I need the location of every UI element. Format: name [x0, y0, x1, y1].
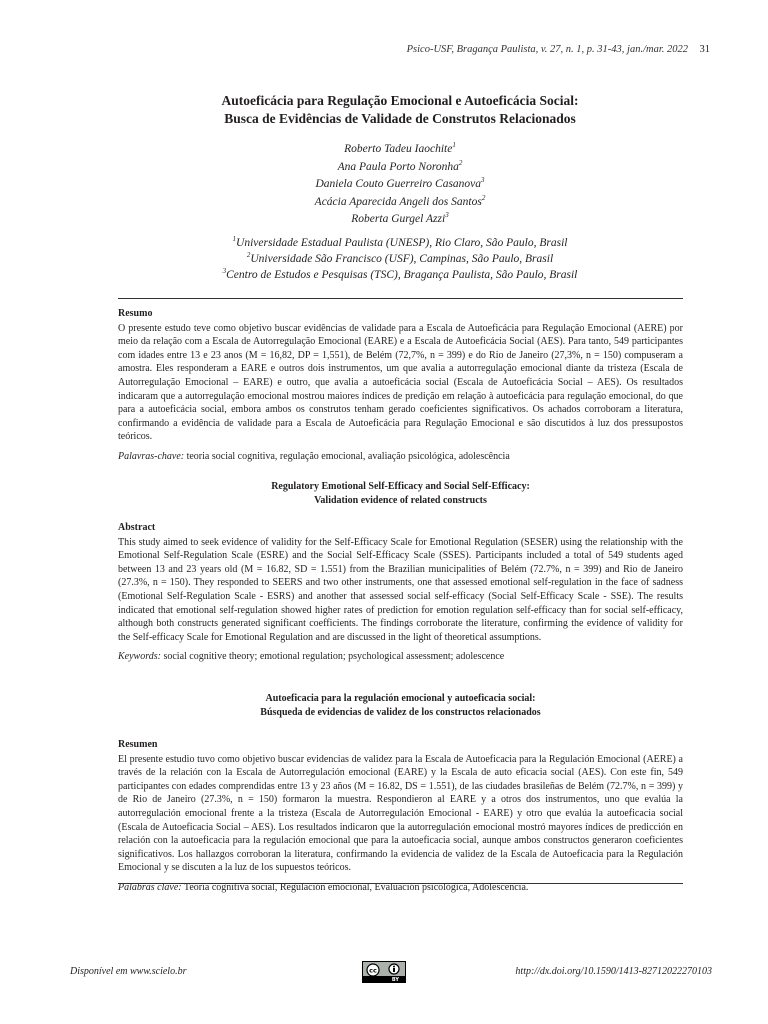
author: Roberta Gurgel Azzi$^3$: [351, 211, 449, 225]
author: Ana Paula Porto Noronha$^2$: [337, 158, 463, 173]
title-en: Regulatory Emotional Self-Efficacy and Social Self-Efficacy: Validation evidence of related constructs: [271, 481, 530, 506]
affiliation: $^2$Universidade São Francisco (USF), Campinas, São Paulo, Brasil: [246, 251, 554, 265]
title-es: Autoeficacia para la regulación emocional y autoeficacia social: Búsqueda de evidencias de validez de los constructos relacionados: [260, 693, 541, 718]
affiliation: $^1$Universidade Estadual Paulista (UNESP), Rio Claro, São Paulo, Brasil: [232, 235, 568, 249]
svg-text:cc: cc: [369, 966, 377, 975]
footer-availability: Disponível em www.scielo.br: [70, 966, 187, 977]
abstract-en-body: This study aimed to seek evidence of validity for the Self-Efficacy Scale for Emotional Regulation (SESER) using the relationship with the Emotional Self-Regulation Scale (ESRE) and the Social Self-Efficacy Scale (SSES). Participants included a total of 549 students aged between 13 and 23 years old (M = 16.82, SD = 1.551) from the Brazilian municipalities of Belém (72.7%, n = 399) and Rio de Janeiro (27.3%, n = 150). They responded to SEERS and two other instruments, one that assessed emotional self-regulation in the face of sadness (Emotional Self-Regulation Scale - ESRS) and another that assessed social self-efficacy (Social Self-Efficacy Scale - SSE). The results indicated that emotional self-regulation showed higher rates of prediction for emotion regulation self-efficacy than for social self-efficacy, although both constructs generated significant coefficients. The findings corroborate the literature, confirming the evidence of validity for the Self-efficacy Scale for Emotional Regulation and are discussed in the light of theoretical assumptions.: [118, 536, 683, 643]
abstract-pt-heading: Resumo: [118, 308, 153, 319]
abstract-pt-body: O presente estudo teve como objetivo buscar evidências de validade para a Escala de Autoeficácia para Regulação Emocional (AERE) por meio da relação com a Escala de Autorregulação Emocional (EARE) e a Escala de Autoeficácia Social (AES). Para tanto, 549 participantes com idades entre 13 e 23 anos (M = 16,82, DP = 1,551), de Belém (72,7%, n = 399) e do Rio de Janeiro (27,3%, n = 150) compuseram a amostra. Eles responderam a EARE e outros dois instrumentos, um que avalia a autorregulação emocional diante da tristeza (Escala de Autorregulação Emocional – EARE) e outro, que avalia a autoeficácia social (Escala de Autoeficácia Social – AES). Os resultados indicaram que a autorregulação emocional mostrou maiores índices de predição em relação à autoeficácia para regulação emocional, do que para a autoeficácia social, embora ambos os construtos tenham gerado coeficientes significativos. Os achados corroboram a literatura, confirmando a evidência de validade para a Escala de Autoeficácia para Regulação Emocional e são discutidos à luz dos pressupostos teóricos.: [118, 322, 683, 443]
article-title: [80, 92, 720, 128]
author-list: [80, 141, 720, 229]
abstract-en-heading: Abstract: [118, 522, 156, 533]
abstract-es: [118, 738, 683, 895]
author: Roberto Tadeu Iaochite$^1$: [344, 141, 456, 155]
abstract-es-body: El presente estudio tuvo como objetivo buscar evidencias de validez para la Escala de Autoeficacia para la Regulación Emocional (AERE) a través de la relación con la Escala de Autorregulación emocional (EARE) y la Escala de auto eficacia social (AES). Con este fin, 549 participantes con edades comprendidas entre 13 y 23 años (M = 16.82, DS = 1.551), de las ciudades brasileñas de Belém (72.7%, n = 399) y de Rio de Janeiro (27.3%, n = 150) formaron la muestra. Respondieron al EARE y a otros dos instrumentos, uno que evalúa la autorregulación emocional frente a la tristeza (Escala de Autorregulación Emocional - EARE) y otro que evalúa la autoeficacia social (Escala de Autoeficacia Social – AES). Los resultados indicaron que la autorregulación emocional mostró mayores índices de predicción en relación con la autoeficacia para la regulación emocional que para la autoeficacia social, aunque ambos constructos generaron coeficientes significativos. Los hallazgos corroboran la literatura, confirmando la evidencia de validez de la Escala de Autoeficacia para la Regulación Emocional y se discuten a la luz de los supuestos teóricos.: [118, 753, 683, 874]
page-number: 31: [699, 44, 710, 55]
keywords-pt: Palavras-chave: teoria social cognitiva, regulação emocional, avaliação psicológica, adolescência: [118, 450, 510, 462]
running-header: [0, 44, 710, 55]
journal-citation: Psico-USF, Bragança Paulista, v. 27, n. 1, p. 31-43, jan./mar. 2022: [406, 44, 688, 55]
abstract-pt: [118, 307, 683, 464]
author: Daniela Couto Guerreiro Casanova$^3$: [315, 176, 485, 190]
affiliation-list: [80, 235, 720, 283]
top-divider: [118, 298, 683, 299]
author: Acácia Aparecida Angeli dos Santos$^2$: [314, 193, 486, 208]
abstract-es-heading: Resumen: [118, 739, 158, 750]
doi-link[interactable]: http://dx.doi.org/10.1590/1413-82712022270103: [515, 966, 712, 977]
affiliation: $^3$Centro de Estudos e Pesquisas (TSC), Bragança Paulista, São Paulo, Brasil: [222, 267, 578, 281]
keywords-en: Keywords: social cognitive theory; emotional regulation; psychological assessment; adolescence: [118, 651, 505, 663]
title-line-1: Autoeficácia para Regulação Emocional e Autoeficácia Social:: [221, 93, 579, 108]
keywords-es: Palabras clave: Teoría cognitiva social, Regulación emocional, Evaluación psicológica, Adolescencia.: [118, 881, 529, 893]
abstract-en: [118, 521, 683, 664]
cc-by-icon: cc BY: [362, 961, 406, 983]
title-line-2: Busca de Evidências de Validade de Construtos Relacionados: [224, 111, 576, 126]
bottom-divider: [118, 883, 683, 884]
